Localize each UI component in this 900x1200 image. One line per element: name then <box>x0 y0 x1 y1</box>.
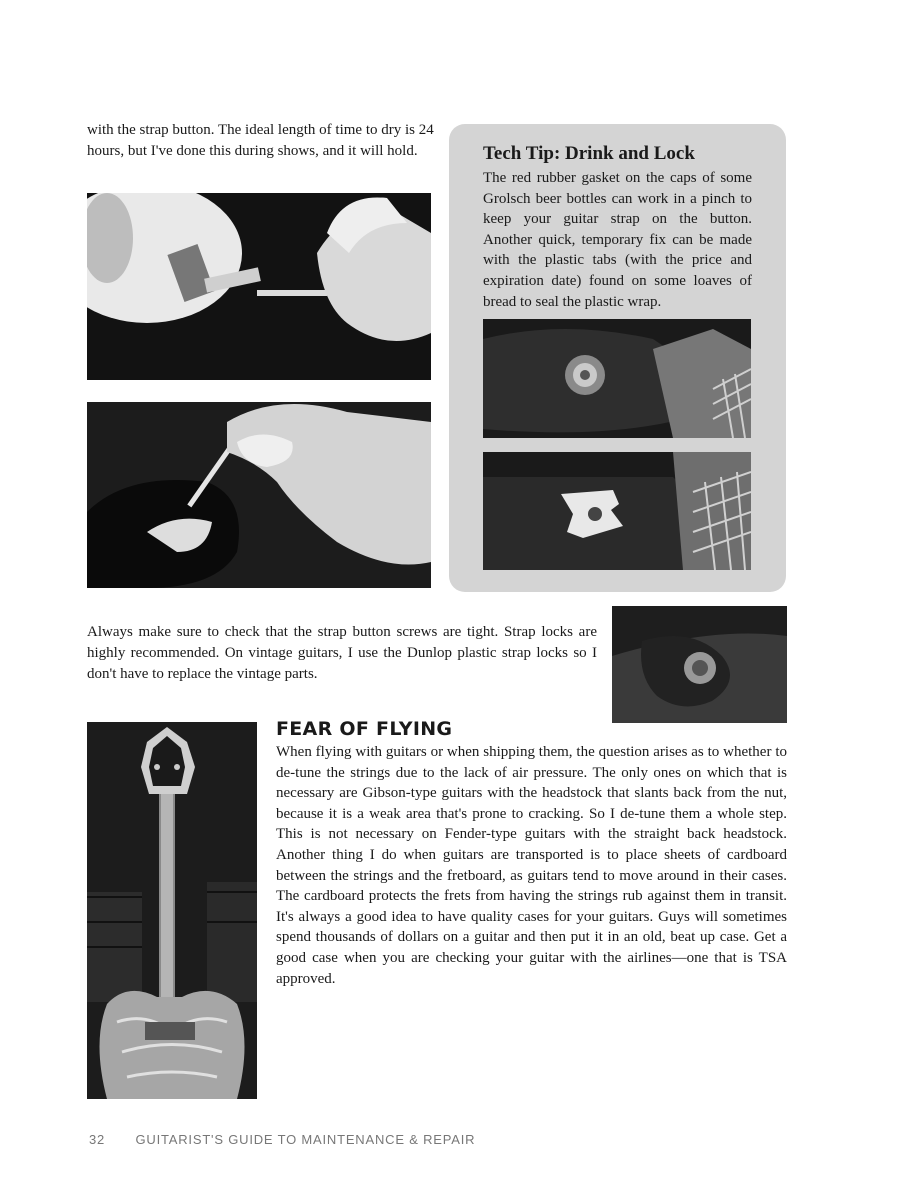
strap-note-paragraph: Always make sure to check that the strap button screws are tight. Strap locks are highly recommended. On vintage guitars, I use the Dunlop plastic strap locks so I don't have to replace the vintage parts. <box>87 624 597 682</box>
photo-strap-lock <box>612 606 787 723</box>
section-heading: FEAR OF FLYING <box>276 718 453 740</box>
section-body: When flying with guitars or when shipping them, the question arises as to whether to de-tune the strings due to the lack of air pressure. The only ones on which that is necessary are Gibson-type guitars with the headstock that slants back from the nut, because it is a weak area that's prone to cracking. So I de-tune them a whole step. This is not necessary on Fender-type guitars with the straight back headstock. Another thing I do when guitars are transported is to place sheets of cardboard between the strings and the fretboard, as guitars tend to move around in their cases. The cardboard protects the frets from having the strings rub against them in transit. It's always a good idea to have quality cases for your guitars. Guys will sometimes spend thousands of dollars on a guitar and then put it in an old, beat up case. Get a good case when you are checking your guitar with the airlines—one that is TSA approved. <box>276 744 787 987</box>
photo-applying-glue <box>87 402 431 588</box>
page-number: 32 <box>89 1132 106 1147</box>
tech-tip-title: Tech Tip: Drink and Lock <box>483 143 695 164</box>
photo-strap-gasket <box>483 319 751 438</box>
book-title: GUITARIST'S GUIDE TO MAINTENANCE & REPAIR <box>135 1132 476 1147</box>
page-footer <box>89 1132 475 1147</box>
photo-guitar-headstock <box>87 722 257 1099</box>
intro-paragraph: with the strap button. The ideal length of time to dry is 24 hours, but I've done this during shows, and it will hold. <box>87 122 434 159</box>
photo-glue-bottle <box>87 193 431 380</box>
tech-tip-body: The red rubber gasket on the caps of some Grolsch beer bottles can work in a pinch to keep your guitar strap on the button. Another quick, temporary fix can be made with the plastic tabs (with the price and expiration date) found on some loaves of bread to seal the plastic wrap. <box>483 170 752 310</box>
photo-strap-bread-tab <box>483 452 751 570</box>
